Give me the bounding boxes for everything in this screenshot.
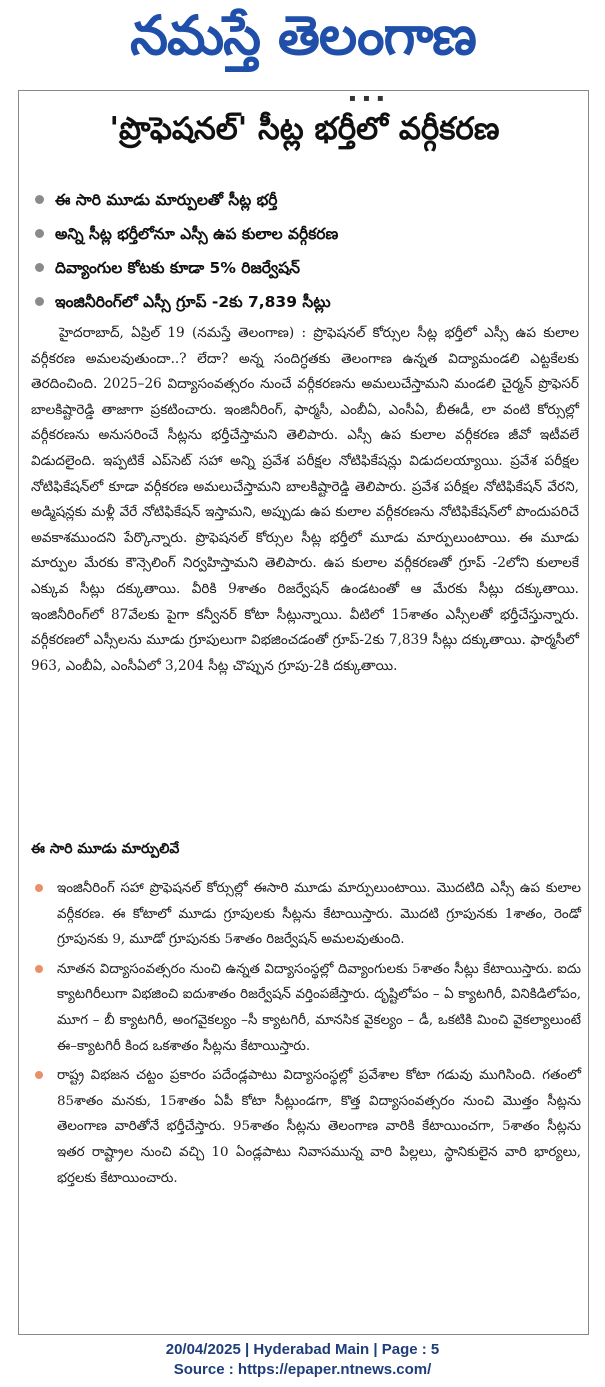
changes-list bbox=[31, 876, 581, 1195]
article-clipping bbox=[18, 90, 589, 1335]
bullet-icon bbox=[35, 965, 43, 973]
page-footer bbox=[0, 1340, 605, 1380]
edition-info: 20/04/2025 | Hyderabad Main | Page : 5 bbox=[165, 1341, 440, 1358]
clipping-edge-marks: ▪ ▪ ▪ bbox=[349, 93, 386, 104]
article-body: హైదరాబాద్, ఏప్రిల్ 19 (నమస్తే తెలంగాణ) : ప్రొఫెషనల్ కోర్సుల సీట్ల భర్తీలో ఎస్సీ ఉప కులాల వర్గీకరణ అమలవుతుందా..? లేదా? అన్న సందిగ్ధతకు తెలంగాణ ఉన్నత విద్యామండలి ఎట్టకేలకు తెరదించింది. 2025–26 విద్యాసంవత్సరం నుంచే వర్గీకరణను అమలుచేస్తామని మండలి చైర్మన్ ప్రొఫెసర్ బాలకిష్టారెడ్డి తాజాగా ప్రకటించారు. ఇంజినీరింగ్, ఫార్మసీ, ఎంబీఏ, ఎంసీఏ, బీఈడీ, లా వంటి కోర్సుల్లో వర్గీకరణను అనుసరించే సీట్లను భర్తీచేస్తామని తెలిపారు. ఎస్సీ ఉప కులాల వర్గీకరణ జీవో ఇటీవలే విడుదలైంది. ఇప్పటికే ఎప్‌సెట్ సహా అన్ని ప్రవేశ పరీక్షల నోటిఫికేషన్లు విడుదలయ్యాయి. ప్రవేశ పరీక్షల నోటిఫికేషన్‌లో కూడా వర్గీకరణ అమలుచేస్తామని బాలకిష్టారెడ్డి తెలిపారు. ప్రవేశ పరీక్షల నోటిఫికేషన్ వేరని, అడ్మిషన్లకు మళ్లీ వేరే నోటిఫికేషన్ ఇస్తామని, అప్పుడు ఉప కులాల వర్గీకరణను నోటిఫికేషన్‌లో పొందుపరిచే అవకాశముందని పేర్కొన్నారు. ప్రొఫెషనల్ కోర్సుల సీట్ల భర్తీలో మూడు మార్పులుంటాయి. ఈ మూడు మార్పుల మేరకు కౌన్సెలింగ్ నిర్వహిస్తామని తెలిపారు. ఉప కులాల వర్గీకరణతో గ్రూప్ -2లోని కులాలకే ఎక్కువ సీట్లు దక్కుతాయి. వీరికి 9శాతం రిజర్వేషన్ ఉండటంతో ఆ మేరకు సీట్లు దక్కుతాయి. ఇంజినీరింగ్‌లో 87వేలకు పైగా కన్వీనర్ కోటా సీట్లున్నాయి. వీటిలో 15శాతం ఎస్సీలతో భర్తీచేస్తున్నారు. వర్గీకరణలో ఎస్సీలను మూడు గ్రూపులుగా విభజించడంతో గ్రూప్-2కు 7,839 సీట్లు దక్కుతాయి. ఫార్మసీలో 963, ఎంబీఏ, ఎంసీఏలో 3,204 సీట్ల చొప్పున గ్రూపు-2కి దక్కుతాయి. bbox=[31, 325, 579, 674]
bullet-icon bbox=[35, 884, 43, 892]
bullet-icon bbox=[35, 297, 44, 306]
source-link[interactable]: Source : https://epaper.ntnews.com/ bbox=[173, 1361, 432, 1378]
bullet-icon bbox=[35, 263, 44, 272]
change-item: ఇంజినీరింగ్ సహా ప్రొఫెషనల్ కోర్సుల్లో ఈసారి మూడు మార్పులుంటాయి. మొదటిది ఎస్సీ ఉప కులాల వర్గీకరణ. ఈ కోటాలో మూడు గ్రూపులకు సీట్లను కేటాయిస్తారు. మొదటి గ్రూపునకు 1శాతం, రెండో గ్రూపునకు 9, మూడో గ్రూపునకు 5శాతం రిజర్వేషన్ అమలవుతుంది. bbox=[31, 876, 581, 953]
highlight-list bbox=[29, 183, 574, 319]
bullet-icon bbox=[35, 1071, 43, 1079]
bullet-icon bbox=[35, 195, 44, 204]
newspaper-logo: నమస్తే తెలంగాణ bbox=[130, 4, 476, 67]
highlight-item: ఇంజినీరింగ్‌లో ఎస్సీ గ్రూప్ -2కు 7,839 సీట్లు bbox=[29, 285, 574, 319]
article-headline: 'ప్రొఫెషనల్' సీట్ల భర్తీలో వర్గీకరణ bbox=[109, 111, 500, 147]
section-subheading: ఈ సారి మూడు మార్పులివే bbox=[31, 841, 180, 857]
bullet-icon bbox=[35, 229, 44, 238]
change-item: నూతన విద్యాసంవత్సరం నుంచి ఉన్నత విద్యాసంస్థల్లో దివ్యాంగులకు 5శాతం సీట్లు కేటాయిస్తారు. ఐదు క్యాటగిరీలుగా విభజించి ఐదుశాతం రిజర్వేషన్ వర్తింపజేస్తారు. దృష్టిలోపం – ఏ క్యాటగిరీ, వినికిడిలోపం, మూగ – బీ క్యాటగిరీ, అంగవైకల్యం –సీ క్యాటగిరీ, మానసిక వైకల్యం – డీ, ఒకటికి మించి వైకల్యాలుంటే ఈ–క్యాటగిరీ కింద ఒకశాతం సీట్లను కేటాయిస్తారు. bbox=[31, 957, 581, 1059]
highlight-item: దివ్యాంగుల కోటకు కూడా 5% రిజర్వేషన్ bbox=[29, 251, 574, 285]
highlight-item: ఈ సారి మూడు మార్పులతో సీట్ల భర్తీ bbox=[29, 183, 574, 217]
highlight-item: అన్ని సీట్ల భర్తీలోనూ ఎస్సీ ఉప కులాల వర్గీకరణ bbox=[29, 217, 574, 251]
masthead bbox=[0, 0, 605, 92]
change-item: రాష్ట్ర విభజన చట్టం ప్రకారం పదేండ్లపాటు విద్యాసంస్థల్లో ప్రవేశాల కోటా గడువు ముగిసింది. గతంలో 85శాతం మనకు, 15శాతం ఏపీ కోటా సీట్లుండగా, కొత్త విద్యాసంవత్సరం నుంచి మొత్తం సీట్లను తెలంగాణ వారితోనే భర్తీచేస్తారు. 95శాతం సీట్లను తెలంగాణ వారికి కేటాయించగా, 5శాతం సీట్లను ఇతర రాష్ట్రాల నుంచి వచ్చి 10 ఏండ్లపాటు నివాసమున్న వారి పిల్లలు, స్థానికులైన వారి భార్యలు, భర్తలకు కేటాయించారు. bbox=[31, 1063, 581, 1191]
